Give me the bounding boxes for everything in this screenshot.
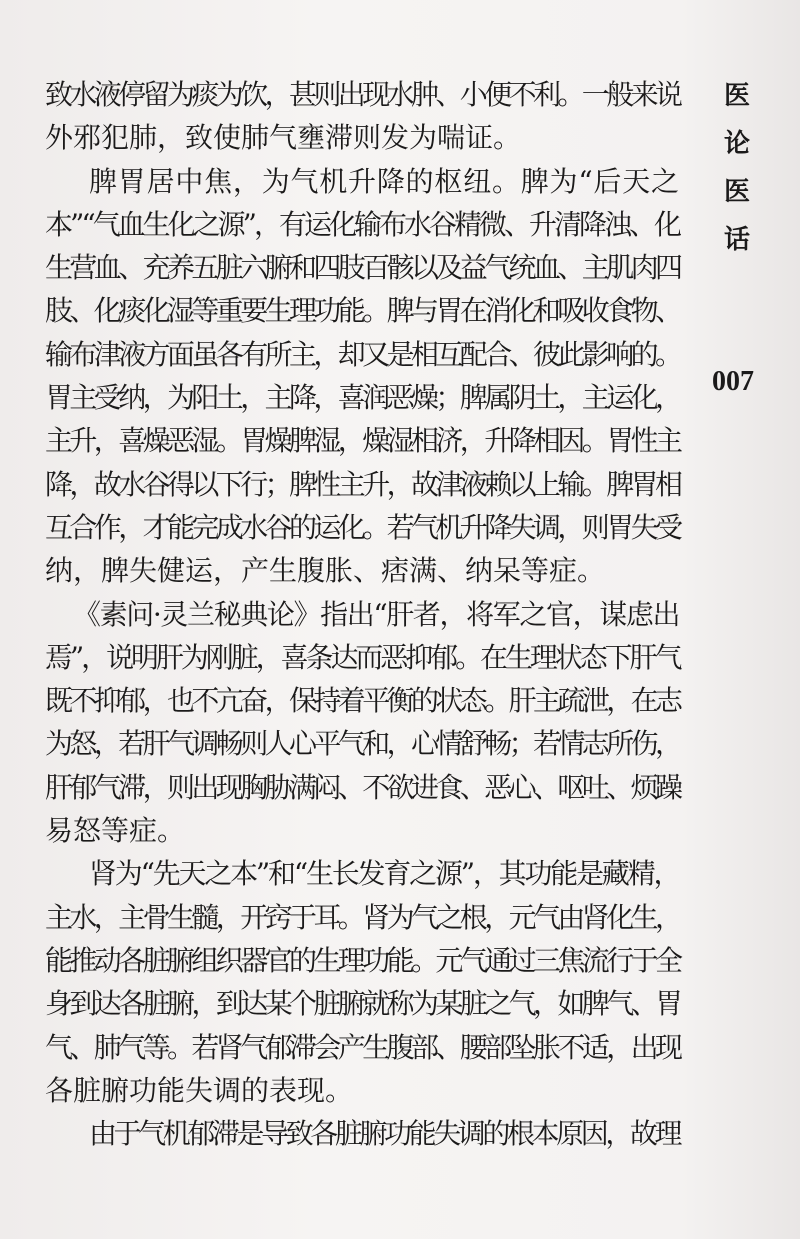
text-line: 气、肺气等。若肾气郁滞会产生腹部、腰部坠胀不适，出现 xyxy=(45,1030,679,1064)
text-line: 易怒等症。 xyxy=(45,814,186,848)
text-line: 生营血、充养五脏六腑和四肢百骸以及益气统血、主肌肉四 xyxy=(45,251,679,285)
text-line: 输布津液方面虽各有所主，却又是相互配合、彼此影响的。 xyxy=(45,337,679,371)
paragraph xyxy=(45,160,679,593)
text-line: 由于气机郁滞是导致各脏腑功能失调的根本原因，故理 xyxy=(89,1117,679,1151)
running-title-char: 话 xyxy=(723,225,750,255)
text-line: 脾胃居中焦，为气机升降的枢纽。脾为“后天之 xyxy=(89,164,679,198)
text-line: 胃主受纳，为阳土，主降，喜润恶燥；脾属阴土，主运化， xyxy=(45,381,679,415)
body-text xyxy=(45,73,679,1155)
text-line: 降，故水谷得以下行；脾性主升，故津液赖以上输。脾胃相 xyxy=(45,467,679,501)
running-title-char: 医 xyxy=(723,177,750,207)
paragraph xyxy=(45,852,679,1112)
text-line: 各脏腑功能失调的表现。 xyxy=(45,1073,354,1107)
paragraph xyxy=(45,73,679,160)
text-line: 能推动各脏腑组织器官的生理功能。元气通过三焦流行于全 xyxy=(45,943,679,977)
paragraph xyxy=(45,1112,679,1155)
text-line: 为怒，若肝气调畅则人心平气和，心情舒畅；若情志所伤， xyxy=(45,727,679,761)
text-line: 主水，主骨生髓，开窍于耳。肾为气之根，元气由肾化生， xyxy=(45,900,679,934)
text-line: 《素问·灵兰秘典论》指出“肝者，将军之官，谋虑出 xyxy=(73,597,679,631)
text-line: 焉”，说明肝为刚脏，喜条达而恶抑郁。在生理状态下肝气 xyxy=(45,640,679,674)
paragraph xyxy=(45,593,679,853)
text-line: 致水液停留为痰为饮，甚则出现水肿、小便不利。一般来说 xyxy=(45,78,679,111)
text-line: 互合作，才能完成水谷的运化。若气机升降失调，则胃失受 xyxy=(45,510,679,544)
text-line: 既不抑郁，也不亢奋，保持着平衡的状态。肝主疏泄，在志 xyxy=(45,684,679,718)
text-line: 肝郁气滞，则出现胸胁满闷、不欲进食、恶心、呕吐、烦躁 xyxy=(45,770,679,804)
text-line: 本”“气血生化之源”，有运化输布水谷精微、升清降浊、化 xyxy=(45,207,679,241)
text-line: 纳，脾失健运，产生腹胀、痞满、纳呆等症。 xyxy=(45,554,606,588)
text-line: 肾为“先天之本”和“生长发育之源”，其功能是藏精， xyxy=(89,857,679,891)
text-line: 身到达各脏腑，到达某个脏腑就称为某脏之气，如脾气、胃 xyxy=(45,987,679,1021)
running-title-char: 论 xyxy=(723,129,750,159)
text-line: 主升，喜燥恶湿。胃燥脾湿，燥湿相济，升降相因。胃性主 xyxy=(45,424,679,458)
running-title xyxy=(722,76,752,268)
text-line: 肢、化痰化湿等重要生理功能。脾与胃在消化和吸收食物、 xyxy=(45,294,679,328)
text-line: 外邪犯肺，致使肺气壅滞则发为喘证。 xyxy=(45,121,522,155)
running-title-char: 医 xyxy=(723,81,750,111)
page-number: 007 xyxy=(712,366,754,397)
